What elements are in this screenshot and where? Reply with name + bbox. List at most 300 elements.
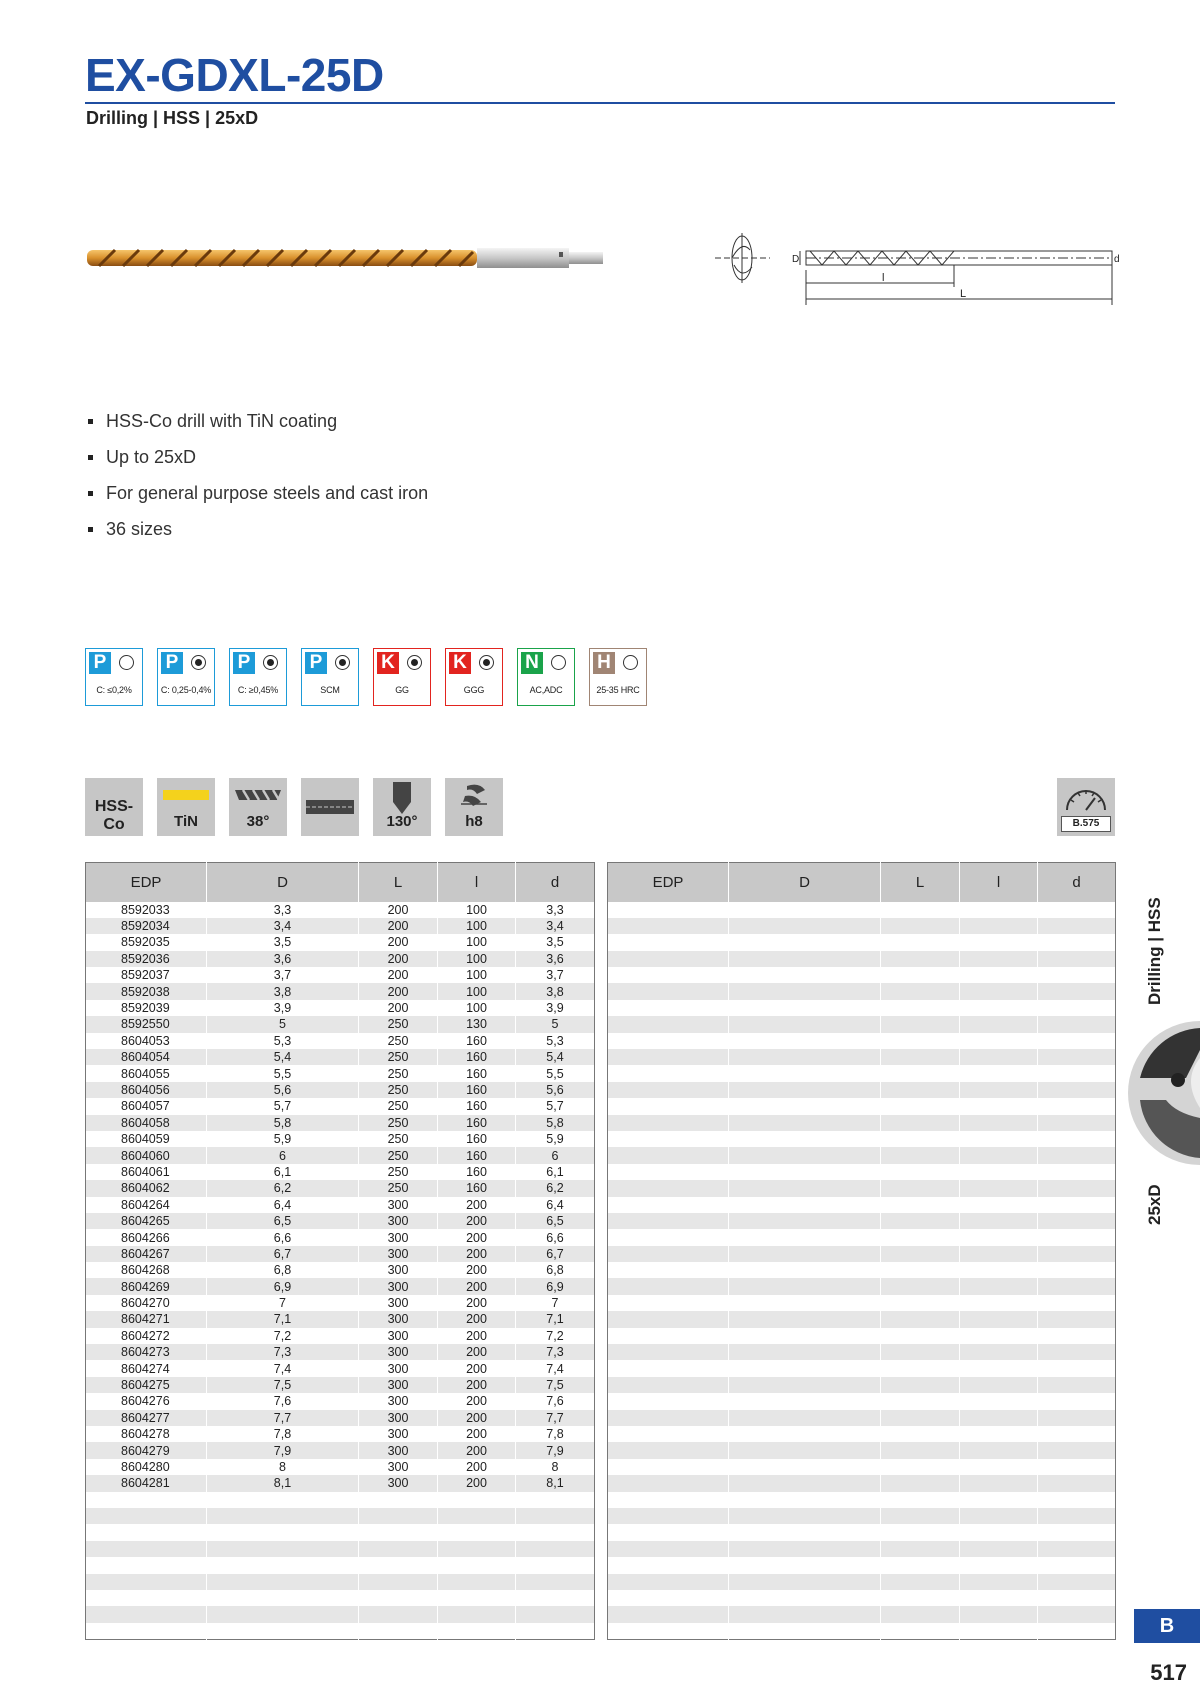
table-cell [729, 1442, 881, 1458]
table-cell [608, 1049, 729, 1065]
table-cell: 300 [359, 1197, 438, 1213]
table-cell [729, 1508, 881, 1524]
table-cell [881, 918, 960, 934]
table-cell: 3,7 [207, 967, 359, 983]
table-row [608, 1475, 1116, 1491]
table-cell: 5,3 [516, 1033, 595, 1049]
table-cell [1038, 1180, 1116, 1196]
table-cell: 3,8 [207, 983, 359, 999]
section-tab[interactable]: B [1134, 1609, 1200, 1643]
table-cell [1038, 1590, 1116, 1606]
table-row [608, 1360, 1116, 1376]
table-cell [960, 1065, 1038, 1081]
table-cell: 300 [359, 1311, 438, 1327]
table-cell [608, 1082, 729, 1098]
table-cell: 8592035 [86, 934, 207, 950]
table-cell: 5,7 [516, 1098, 595, 1114]
table-row [608, 1344, 1116, 1360]
table-row [608, 1016, 1116, 1032]
table-cell: 3,4 [516, 918, 595, 934]
table-cell [960, 951, 1038, 967]
table-cell: 3,7 [516, 967, 595, 983]
table-cell [729, 1590, 881, 1606]
table-cell [729, 1475, 881, 1491]
table-row [86, 1574, 595, 1590]
material-group-letter: K [377, 652, 399, 674]
table-cell: 160 [438, 1147, 516, 1163]
table-cell: 8604268 [86, 1262, 207, 1278]
table-cell: 8604270 [86, 1295, 207, 1311]
table-cell [608, 1492, 729, 1508]
table-cell: 7,8 [516, 1426, 595, 1442]
table-row [86, 1295, 595, 1311]
table-cell: 3,8 [516, 983, 595, 999]
table-cell: 8604055 [86, 1065, 207, 1081]
coating-badge: TiN [157, 778, 215, 836]
table-row [86, 1278, 595, 1294]
table-cell [1038, 967, 1116, 983]
table-cell [1038, 1475, 1116, 1491]
table-cell [1038, 1606, 1116, 1622]
table-cell: 8592038 [86, 983, 207, 999]
table-cell [729, 1410, 881, 1426]
table-cell [881, 1147, 960, 1163]
table-cell [729, 983, 881, 999]
table-cell: 5 [207, 1016, 359, 1032]
table-row [608, 1623, 1116, 1639]
table-cell [359, 1557, 438, 1573]
table-cell: 5,4 [207, 1049, 359, 1065]
dim-D-label: D [792, 254, 800, 265]
suitability-indicator-icon [191, 655, 206, 670]
table-row [608, 1262, 1116, 1278]
table-row [86, 1033, 595, 1049]
table-cell: 250 [359, 1098, 438, 1114]
table-cell: 7,2 [207, 1328, 359, 1344]
table-row [86, 1442, 595, 1458]
table-cell [1038, 1098, 1116, 1114]
material-condition: 25-35 HRC [596, 685, 640, 695]
table-cell [608, 1229, 729, 1245]
table-cell: 200 [359, 951, 438, 967]
table-cell [1038, 1328, 1116, 1344]
table-row [608, 1492, 1116, 1508]
table-cell: 5,3 [207, 1033, 359, 1049]
table-cell: 250 [359, 1180, 438, 1196]
table-cell [881, 1164, 960, 1180]
table-cell: 8592036 [86, 951, 207, 967]
table-cell [1038, 1442, 1116, 1458]
table-cell: 5,9 [516, 1131, 595, 1147]
table-cell: 6,2 [207, 1180, 359, 1196]
material-badge [589, 648, 647, 706]
table-cell [729, 1311, 881, 1327]
material-badge [301, 648, 359, 706]
table-row [608, 1180, 1116, 1196]
table-cell [729, 1197, 881, 1213]
table-cell: 8604275 [86, 1377, 207, 1393]
table-cell: 8604277 [86, 1410, 207, 1426]
column-header-L: L [881, 863, 960, 902]
column-header-L: L [359, 863, 438, 902]
table-cell: 300 [359, 1229, 438, 1245]
table-cell: 6,7 [516, 1246, 595, 1262]
table-cell: 160 [438, 1049, 516, 1065]
dim-L-label: L [960, 288, 967, 300]
table-cell [729, 1278, 881, 1294]
table-cell [1038, 951, 1116, 967]
table-cell [1038, 1410, 1116, 1426]
table-cell [960, 1147, 1038, 1163]
table-cell: 250 [359, 1147, 438, 1163]
table-cell: 200 [359, 902, 438, 918]
table-cell [1038, 1360, 1116, 1376]
table-cell [881, 983, 960, 999]
table-cell [207, 1623, 359, 1639]
material-condition: C: ≥0,45% [237, 685, 279, 695]
table-cell [729, 951, 881, 967]
table-cell [516, 1590, 595, 1606]
table-cell: 8604059 [86, 1131, 207, 1147]
table-cell [881, 1131, 960, 1147]
table-row [86, 1213, 595, 1229]
table-cell: 250 [359, 1082, 438, 1098]
table-cell [960, 918, 1038, 934]
table-cell: 200 [438, 1197, 516, 1213]
table-cell [881, 1311, 960, 1327]
table-cell [86, 1492, 207, 1508]
table-row [608, 1033, 1116, 1049]
table-cell [608, 1344, 729, 1360]
table-cell [86, 1557, 207, 1573]
suitability-indicator-icon [119, 655, 134, 670]
table-cell: 8 [207, 1459, 359, 1475]
table-row [86, 1524, 595, 1540]
table-cell: 3,6 [516, 951, 595, 967]
table-row [608, 1590, 1116, 1606]
table-cell [729, 918, 881, 934]
table-cell [960, 1098, 1038, 1114]
table-cell: 7,6 [516, 1393, 595, 1409]
table-cell [960, 1016, 1038, 1032]
table-cell: 200 [438, 1426, 516, 1442]
table-row [608, 1574, 1116, 1590]
table-cell [1038, 1557, 1116, 1573]
table-cell [881, 1606, 960, 1622]
table-row [608, 1459, 1116, 1475]
table-cell [729, 1229, 881, 1245]
table-cell: 300 [359, 1459, 438, 1475]
table-row [608, 918, 1116, 934]
table-cell [608, 1442, 729, 1458]
helix-icon [229, 784, 287, 814]
table-row [86, 1311, 595, 1327]
table-cell [881, 1508, 960, 1524]
table-cell: 7,1 [207, 1311, 359, 1327]
table-cell [729, 1524, 881, 1540]
table-cell [438, 1606, 516, 1622]
table-cell: 6,8 [207, 1262, 359, 1278]
table-cell [729, 934, 881, 950]
page-subtitle: Drilling | HSS | 25xD [86, 108, 259, 128]
table-cell [960, 934, 1038, 950]
table-cell [881, 1557, 960, 1573]
table-cell [960, 1000, 1038, 1016]
table-cell [960, 1360, 1038, 1376]
table-cell [960, 1459, 1038, 1475]
table-cell [608, 1475, 729, 1491]
suitability-indicator-icon [623, 655, 638, 670]
table-cell: 300 [359, 1328, 438, 1344]
table-cell: 250 [359, 1049, 438, 1065]
table-cell [960, 1344, 1038, 1360]
table-cell [729, 1180, 881, 1196]
cylindrical-shank-icon [301, 778, 359, 836]
table-cell [960, 1623, 1038, 1639]
table-cell [1038, 1492, 1116, 1508]
table-cell [608, 1164, 729, 1180]
table-cell: 8604280 [86, 1459, 207, 1475]
table-row [608, 1229, 1116, 1245]
table-cell: 8604278 [86, 1426, 207, 1442]
table-cell [1038, 1246, 1116, 1262]
table-cell: 7 [516, 1295, 595, 1311]
table-cell [608, 1524, 729, 1540]
table-cell [729, 1131, 881, 1147]
table-cell [608, 951, 729, 967]
table-cell: 200 [359, 1000, 438, 1016]
table-cell: 8,1 [516, 1475, 595, 1491]
table-cell: 7,1 [516, 1311, 595, 1327]
page-title: EX-GDXL-25D [85, 49, 384, 101]
table-cell: 130 [438, 1016, 516, 1032]
table-row [86, 967, 595, 983]
table-cell [1038, 1147, 1116, 1163]
table-cell: 8604281 [86, 1475, 207, 1491]
table-cell [359, 1574, 438, 1590]
table-cell [960, 1426, 1038, 1442]
table-row [608, 902, 1116, 918]
material-condition: GGG [463, 685, 485, 695]
table-cell [608, 1574, 729, 1590]
table-cell: 6,5 [516, 1213, 595, 1229]
table-cell [960, 1295, 1038, 1311]
table-cell [608, 1426, 729, 1442]
table-cell: 5,5 [516, 1065, 595, 1081]
table-cell [608, 1557, 729, 1573]
table-cell [608, 1180, 729, 1196]
table-cell: 3,3 [207, 902, 359, 918]
table-cell [1038, 1033, 1116, 1049]
table-cell: 200 [438, 1278, 516, 1294]
table-cell: 300 [359, 1278, 438, 1294]
table-cell: 200 [438, 1262, 516, 1278]
table-cell [960, 1213, 1038, 1229]
table-row [608, 1377, 1116, 1393]
table-cell [960, 1475, 1038, 1491]
table-cell [438, 1508, 516, 1524]
table-row [86, 1065, 595, 1081]
table-cell: 8592039 [86, 1000, 207, 1016]
table-cell: 5,6 [207, 1082, 359, 1098]
table-cell [960, 1590, 1038, 1606]
table-cell: 250 [359, 1033, 438, 1049]
table-cell: 100 [438, 951, 516, 967]
table-cell: 3,9 [207, 1000, 359, 1016]
table-cell: 7,3 [516, 1344, 595, 1360]
column-header-l: l [438, 863, 516, 902]
table-cell [960, 1033, 1038, 1049]
table-cell [960, 1229, 1038, 1245]
table-cell: 5,6 [516, 1082, 595, 1098]
table-cell [207, 1524, 359, 1540]
table-cell [516, 1508, 595, 1524]
feature-item: 36 sizes [88, 518, 428, 554]
table-cell [881, 1049, 960, 1065]
table-cell [1038, 902, 1116, 918]
table-cell [516, 1606, 595, 1622]
table-row [608, 1311, 1116, 1327]
table-cell [881, 1459, 960, 1475]
table-cell [1038, 1623, 1116, 1639]
table-row [86, 1147, 595, 1163]
table-row [86, 1393, 595, 1409]
table-row [608, 967, 1116, 983]
table-cell [729, 1295, 881, 1311]
table-row [608, 1213, 1116, 1229]
section-drill-graphic [1126, 1018, 1200, 1168]
table-row [608, 1115, 1116, 1131]
table-cell [960, 983, 1038, 999]
table-cell [881, 1426, 960, 1442]
table-cell [207, 1590, 359, 1606]
column-header-D: D [729, 863, 881, 902]
table-cell [1038, 1524, 1116, 1540]
table-cell [960, 1328, 1038, 1344]
table-cell [881, 1541, 960, 1557]
table-cell [881, 1213, 960, 1229]
table-row [86, 1606, 595, 1622]
table-cell [207, 1606, 359, 1622]
table-cell [608, 1328, 729, 1344]
table-cell: 300 [359, 1410, 438, 1426]
material-badge: HSS-Co [85, 778, 143, 836]
table-cell [729, 1492, 881, 1508]
table-cell [960, 1049, 1038, 1065]
table-row [86, 1590, 595, 1606]
drill-flutes-icon [445, 780, 503, 814]
table-cell [881, 1295, 960, 1311]
table-cell [881, 1246, 960, 1262]
table-cell: 300 [359, 1442, 438, 1458]
helix-angle-badge: 38° [229, 778, 287, 836]
table-cell [608, 1311, 729, 1327]
table-cell: 250 [359, 1164, 438, 1180]
table-cell [729, 1606, 881, 1622]
table-cell [608, 1246, 729, 1262]
table-cell: 8604266 [86, 1229, 207, 1245]
table-cell [1038, 1164, 1116, 1180]
table-row [86, 1492, 595, 1508]
table-cell [729, 1115, 881, 1131]
table-cell: 7 [207, 1295, 359, 1311]
table-cell [608, 1459, 729, 1475]
table-cell: 6,9 [207, 1278, 359, 1294]
table-cell [960, 1508, 1038, 1524]
table-cell [881, 1016, 960, 1032]
table-cell [1038, 1016, 1116, 1032]
material-group-letter: N [521, 652, 543, 674]
table-cell [359, 1623, 438, 1639]
table-cell [960, 1410, 1038, 1426]
table-cell: 3,3 [516, 902, 595, 918]
table-cell [729, 1164, 881, 1180]
material-badge [445, 648, 503, 706]
material-group-letter: P [305, 652, 327, 674]
table-cell [881, 1410, 960, 1426]
table-cell: 200 [438, 1475, 516, 1491]
table-cell: 8604271 [86, 1311, 207, 1327]
material-condition: C: ≤0,2% [96, 685, 132, 695]
table-row [608, 1524, 1116, 1540]
table-cell [1038, 1459, 1116, 1475]
feature-item: Up to 25xD [88, 446, 428, 482]
table-cell [960, 1164, 1038, 1180]
table-cell [86, 1623, 207, 1639]
table-cell: 100 [438, 1000, 516, 1016]
table-cell: 8604267 [86, 1246, 207, 1262]
table-cell: 200 [438, 1393, 516, 1409]
table-row [86, 1000, 595, 1016]
table-cell [960, 1393, 1038, 1409]
suitability-indicator-icon [407, 655, 422, 670]
table-cell [438, 1524, 516, 1540]
table-cell [881, 1475, 960, 1491]
table-cell [359, 1492, 438, 1508]
table-cell: 8604053 [86, 1033, 207, 1049]
table-cell: 160 [438, 1180, 516, 1196]
table-cell: 8604279 [86, 1442, 207, 1458]
table-cell [729, 1016, 881, 1032]
table-cell: 8604056 [86, 1082, 207, 1098]
table-cell [960, 1197, 1038, 1213]
table-row [86, 1246, 595, 1262]
table-cell: 8604269 [86, 1278, 207, 1294]
table-cell [608, 902, 729, 918]
table-cell [1038, 1065, 1116, 1081]
table-cell: 100 [438, 918, 516, 934]
table-cell: 200 [438, 1410, 516, 1426]
table-cell [1038, 1541, 1116, 1557]
table-cell [1038, 1049, 1116, 1065]
table-cell: 8604060 [86, 1147, 207, 1163]
table-cell [729, 1033, 881, 1049]
material-suitability-row [85, 648, 647, 706]
table-cell [438, 1590, 516, 1606]
table-cell: 300 [359, 1295, 438, 1311]
table-cell [729, 1377, 881, 1393]
table-cell [608, 1000, 729, 1016]
table-cell [608, 1197, 729, 1213]
feature-item: For general purpose steels and cast iron [88, 482, 428, 518]
table-cell: 7,9 [516, 1442, 595, 1458]
table-cell: 8604274 [86, 1360, 207, 1376]
table-cell [608, 1360, 729, 1376]
table-cell: 300 [359, 1393, 438, 1409]
table-cell: 8604057 [86, 1098, 207, 1114]
material-badge [157, 648, 215, 706]
table-cell: 6,6 [207, 1229, 359, 1245]
